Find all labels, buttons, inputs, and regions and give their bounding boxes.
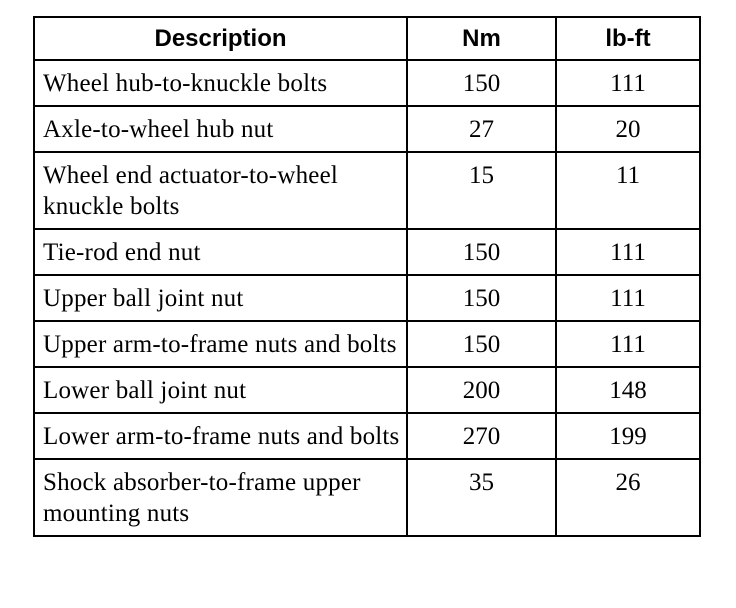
table-row	[34, 152, 700, 229]
row-lbft: 111	[556, 275, 700, 321]
row-lbft: 111	[556, 60, 700, 106]
row-description: Wheel end actuator-to-wheel knuckle bolts	[34, 152, 407, 229]
row-lbft: 26	[556, 459, 700, 536]
table-row	[34, 459, 700, 536]
row-nm: 270	[407, 413, 556, 459]
row-nm: 35	[407, 459, 556, 536]
row-lbft: 111	[556, 321, 700, 367]
row-description: Upper ball joint nut	[34, 275, 407, 321]
row-description: Upper arm-to-frame nuts and bolts	[34, 321, 407, 367]
header-row	[34, 17, 700, 60]
table-row	[34, 106, 700, 152]
row-description: Lower ball joint nut	[34, 367, 407, 413]
row-description: Axle-to-wheel hub nut	[34, 106, 407, 152]
row-lbft: 199	[556, 413, 700, 459]
row-description: Wheel hub-to-knuckle bolts	[34, 60, 407, 106]
row-description: Tie-rod end nut	[34, 229, 407, 275]
column-header-description: Description	[34, 17, 407, 60]
row-description: Lower arm-to-frame nuts and bolts	[34, 413, 407, 459]
row-nm: 150	[407, 60, 556, 106]
table-row	[34, 321, 700, 367]
column-header-lbft: lb-ft	[556, 17, 700, 60]
row-description: Shock absorber-to-frame upper mounting nuts	[34, 459, 407, 536]
table-row	[34, 275, 700, 321]
row-lbft: 148	[556, 367, 700, 413]
row-nm: 200	[407, 367, 556, 413]
table-row	[34, 367, 700, 413]
table-row	[34, 413, 700, 459]
row-lbft: 11	[556, 152, 700, 229]
torque-spec-table	[33, 16, 701, 537]
row-nm: 27	[407, 106, 556, 152]
row-nm: 15	[407, 152, 556, 229]
row-lbft: 111	[556, 229, 700, 275]
column-header-nm: Nm	[407, 17, 556, 60]
table-row	[34, 60, 700, 106]
table-row	[34, 229, 700, 275]
row-lbft: 20	[556, 106, 700, 152]
row-nm: 150	[407, 229, 556, 275]
row-nm: 150	[407, 275, 556, 321]
row-nm: 150	[407, 321, 556, 367]
